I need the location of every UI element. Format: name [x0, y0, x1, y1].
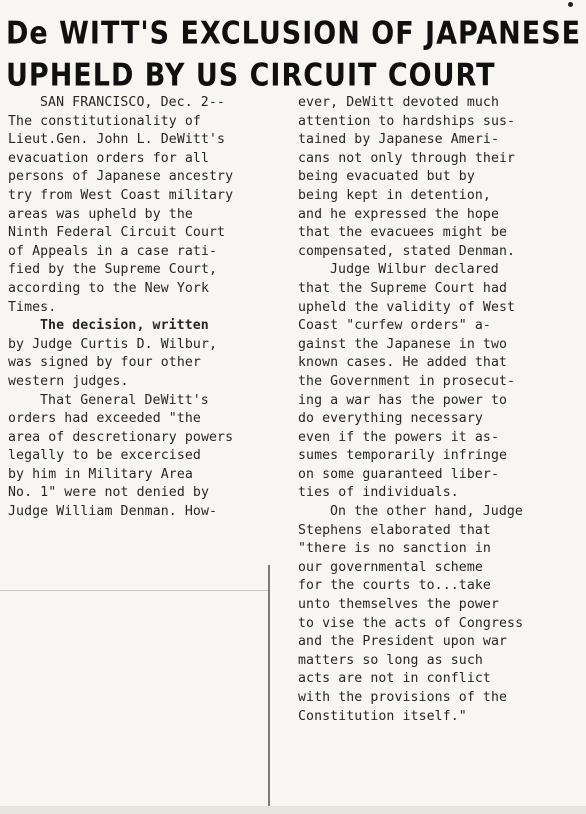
text-line: being evacuated but by: [298, 169, 475, 185]
text-line: Constitution itself.": [298, 708, 467, 724]
text-line: tained by Japanese Ameri-: [298, 132, 499, 148]
text-line: of Appeals in a case rati-: [8, 243, 218, 259]
text-line: compensated, stated Denman.: [298, 243, 516, 259]
text-line: being kept in detention,: [298, 187, 491, 203]
text-line: and he expressed the hope: [298, 206, 499, 222]
text-line: by him in Military Area: [8, 466, 193, 482]
text-line: try from West Coast military: [8, 187, 234, 203]
headline: [6, 10, 582, 94]
text-line: ing a war has the power to: [298, 392, 508, 408]
text-line: ties of individuals.: [298, 485, 459, 501]
text-line: according to the New York: [8, 280, 209, 296]
text-line: The constitutionality of: [8, 113, 201, 129]
text-line: cans not only through their: [298, 150, 516, 166]
dateline: SAN FRANCISCO, Dec. 2--: [40, 95, 225, 110]
text-line: Stephens elaborated that: [298, 522, 491, 538]
text-line: Coast "curfew orders" a-: [298, 318, 491, 334]
article-column-left: [8, 94, 276, 522]
text-line: on some guaranteed liber-: [298, 466, 499, 482]
text-line: Times.: [8, 299, 57, 315]
text-line: upheld the validity of West: [298, 299, 516, 315]
text-line: gainst the Japanese in two: [298, 336, 508, 352]
column-divider: [268, 565, 270, 814]
text-line: attention to hardships sus-: [298, 113, 516, 129]
bottom-edge: [0, 806, 586, 814]
headline-line-1: De WITT'S EXCLUSION OF JAPANESE: [6, 15, 582, 52]
text-line: the Government in prosecut-: [298, 373, 516, 389]
clipping-edge-line: [0, 590, 268, 591]
text-line: by Judge Curtis D. Wilbur,: [8, 336, 218, 352]
text-line: The decision, written: [40, 318, 209, 334]
text-line: unto themselves the power: [298, 597, 499, 613]
text-line: for the courts to...take: [298, 578, 491, 594]
text-line: "there is no sanction in: [298, 541, 491, 557]
text-line: area of descretionary powers: [8, 429, 234, 445]
headline-line-2: UPHELD BY US CIRCUIT COURT: [6, 57, 496, 94]
text-line: matters so long as such: [298, 652, 483, 668]
text-line: Judge William Denman. How-: [8, 504, 218, 520]
text-line: Ninth Federal Circuit Court: [8, 225, 226, 241]
text-line: to vise the acts of Congress: [298, 615, 524, 631]
ink-dot: [568, 2, 573, 7]
text-line: fied by the Supreme Court,: [8, 262, 218, 278]
text-line: western judges.: [8, 373, 129, 389]
text-line: even if the powers it as-: [298, 429, 499, 445]
text-line: and the President upon war: [298, 634, 508, 650]
text-line: that the Supreme Court had: [298, 280, 508, 296]
text-line: Lieut.Gen. John L. DeWitt's: [8, 132, 226, 148]
text-line: Judge Wilbur declared: [330, 262, 499, 278]
text-line: sumes temporarily infringe: [298, 448, 508, 464]
text-line: persons of Japanese ancestry: [8, 169, 234, 185]
text-line: On the other hand, Judge: [330, 504, 523, 520]
text-line: our governmental scheme: [298, 559, 483, 575]
article-column-right: [298, 94, 566, 726]
text-line: that the evacuees might be: [298, 225, 508, 241]
text-line: legally to be excercised: [8, 448, 201, 464]
text-line: do everything necessary: [298, 411, 483, 427]
text-line: orders had exceeded "the: [8, 411, 201, 427]
text-line: No. 1" were not denied by: [8, 485, 209, 501]
text-line: acts are not in conflict: [298, 671, 491, 687]
text-line: areas was upheld by the: [8, 206, 193, 222]
text-line: known cases. He added that: [298, 355, 508, 371]
text-line: evacuation orders for all: [8, 150, 209, 166]
text-line: was signed by four other: [8, 355, 201, 371]
text-line: with the provisions of the: [298, 690, 508, 705]
text-line: ever, DeWitt devoted much: [298, 95, 499, 110]
text-line: That General DeWitt's: [40, 392, 209, 408]
